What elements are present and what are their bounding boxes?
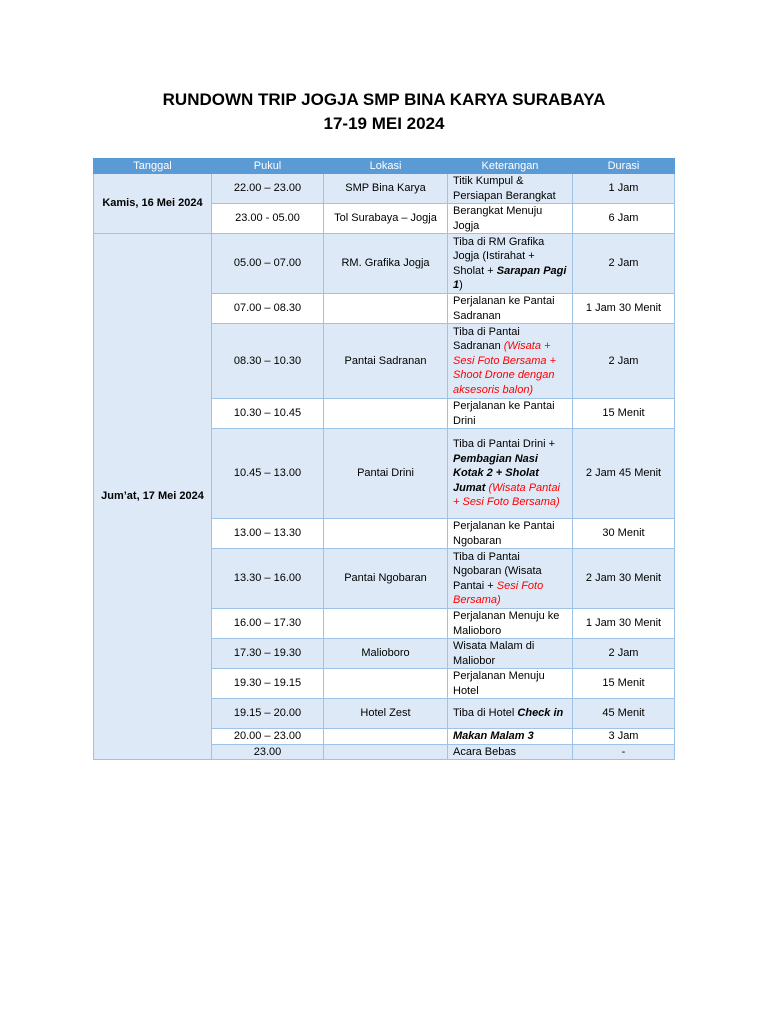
location-cell	[324, 669, 448, 699]
duration-cell: 2 Jam	[573, 324, 675, 399]
location-cell: Pantai Sadranan	[324, 324, 448, 399]
description-segment: Perjalanan Menuju Hotel	[453, 670, 545, 697]
title-line-2: 17-19 MEI 2024	[323, 114, 445, 133]
description-segment: (Wisata Pantai + Sesi Foto Bersama)	[453, 481, 560, 509]
time-cell: 17.30 – 19.30	[212, 639, 324, 669]
location-cell	[324, 729, 448, 745]
duration-cell: 3 Jam	[573, 729, 675, 745]
description-cell	[448, 639, 573, 669]
time-cell: 05.00 – 07.00	[212, 234, 324, 294]
description-segment: Perjalanan ke Pantai Ngobaran	[453, 520, 555, 547]
duration-cell: 45 Menit	[573, 699, 675, 729]
time-cell: 23.00 - 05.00	[212, 204, 324, 234]
time-cell: 13.00 – 13.30	[212, 519, 324, 549]
duration-cell: 15 Menit	[573, 669, 675, 699]
duration-cell: 1 Jam 30 Menit	[573, 609, 675, 639]
duration-cell: 2 Jam 30 Menit	[573, 549, 675, 609]
description-segment: Berangkat Menuju Jogja	[453, 205, 543, 232]
location-cell	[324, 744, 448, 760]
location-cell	[324, 294, 448, 324]
description-segment: Tiba di Pantai Drini +	[453, 438, 556, 451]
description-cell	[448, 549, 573, 609]
header-keterangan: Keterangan	[448, 159, 573, 174]
description-segment: Sesi Foto Bersama)	[453, 579, 544, 606]
location-cell: Tol Surabaya – Jogja	[324, 204, 448, 234]
time-cell: 10.45 – 13.00	[212, 429, 324, 519]
location-cell	[324, 519, 448, 549]
location-cell: Malioboro	[324, 639, 448, 669]
date-cell: Kamis, 16 Mei 2024	[94, 174, 212, 234]
location-cell: SMP Bina Karya	[324, 174, 448, 204]
description-segment: Titik Kumpul & Persiapan Berangkat	[453, 175, 556, 202]
description-segment: )	[459, 279, 463, 291]
description-segment: Perjalanan ke Pantai Sadranan	[453, 295, 555, 322]
time-cell: 08.30 – 10.30	[212, 324, 324, 399]
table-row	[94, 174, 675, 204]
document-title	[0, 88, 768, 136]
header-pukul: Pukul	[212, 159, 324, 174]
description-cell	[448, 429, 573, 519]
time-cell: 22.00 – 23.00	[212, 174, 324, 204]
time-cell: 19.30 – 19.15	[212, 669, 324, 699]
header-durasi: Durasi	[573, 159, 675, 174]
table-body	[94, 174, 675, 760]
duration-cell: 2 Jam	[573, 639, 675, 669]
time-cell: 23.00	[212, 744, 324, 760]
description-segment: Tiba di Pantai Sadranan	[453, 325, 520, 353]
description-cell	[448, 669, 573, 699]
description-cell	[448, 699, 573, 729]
description-cell	[448, 519, 573, 549]
description-cell	[448, 609, 573, 639]
description-segment: Tiba di Pantai Ngobaran (Wisata Pantai +	[453, 550, 542, 592]
duration-cell: 2 Jam	[573, 234, 675, 294]
description-segment: Tiba di RM Grafika Jogja (Istirahat + Sholat +	[453, 235, 545, 277]
duration-cell: 1 Jam 30 Menit	[573, 294, 675, 324]
description-segment: (Wisata + Sesi Foto Bersama + Shoot Drone dengan aksesoris balon)	[453, 340, 557, 396]
description-cell	[448, 399, 573, 429]
description-cell	[448, 729, 573, 745]
time-cell: 13.30 – 16.00	[212, 549, 324, 609]
location-cell: Pantai Ngobaran	[324, 549, 448, 609]
rundown-table	[93, 158, 675, 760]
time-cell: 07.00 – 08.30	[212, 294, 324, 324]
location-cell	[324, 609, 448, 639]
description-segment: Sarapan Pagi 1	[453, 264, 567, 291]
location-cell: Pantai Drini	[324, 429, 448, 519]
location-cell: RM. Grafika Jogja	[324, 234, 448, 294]
time-cell: 10.30 – 10.45	[212, 399, 324, 429]
description-segment: Perjalanan ke Pantai Drini	[453, 400, 555, 427]
description-cell	[448, 204, 573, 234]
time-cell: 19.15 – 20.00	[212, 699, 324, 729]
description-segment: Makan Malam 3	[453, 730, 534, 742]
description-segment: Wisata Malam di Maliobor	[453, 640, 535, 667]
duration-cell: -	[573, 744, 675, 760]
description-cell	[448, 234, 573, 294]
location-cell	[324, 399, 448, 429]
header-lokasi: Lokasi	[324, 159, 448, 174]
description-cell	[448, 294, 573, 324]
table-header-row	[94, 159, 675, 174]
description-segment: Check in	[517, 707, 564, 720]
description-segment: Perjalanan Menuju ke Malioboro	[453, 610, 560, 637]
duration-cell: 6 Jam	[573, 204, 675, 234]
time-cell: 16.00 – 17.30	[212, 609, 324, 639]
header-tanggal: Tanggal	[94, 159, 212, 174]
description-cell	[448, 744, 573, 760]
date-cell: Jum’at, 17 Mei 2024	[94, 234, 212, 760]
duration-cell: 2 Jam 45 Menit	[573, 429, 675, 519]
location-cell: Hotel Zest	[324, 699, 448, 729]
table-row	[94, 234, 675, 294]
description-cell	[448, 324, 573, 399]
description-segment: Acara Bebas	[453, 745, 516, 758]
time-cell: 20.00 – 23.00	[212, 729, 324, 745]
duration-cell: 1 Jam	[573, 174, 675, 204]
duration-cell: 30 Menit	[573, 519, 675, 549]
title-line-1: RUNDOWN TRIP JOGJA SMP BINA KARYA SURABAYA	[162, 90, 606, 109]
duration-cell: 15 Menit	[573, 399, 675, 429]
description-segment: Pembagian Nasi Kotak 2 + Sholat Jumat	[453, 452, 539, 494]
description-segment: Tiba di Hotel	[453, 707, 518, 720]
description-cell	[448, 174, 573, 204]
